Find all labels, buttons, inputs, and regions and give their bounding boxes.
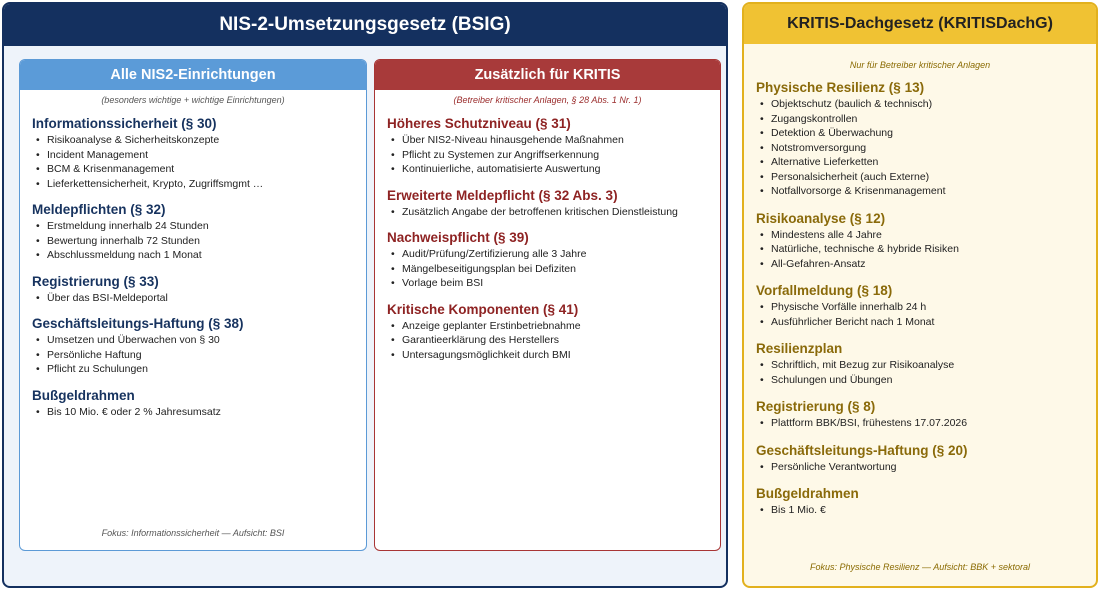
list-item: • Ausführlicher Bericht nach 1 Monat xyxy=(760,315,1096,330)
requirement-section xyxy=(32,388,366,420)
kritis-dachgesetz-title: KRITIS-Dachgesetz (KRITISDachG) xyxy=(744,4,1096,44)
requirement-section xyxy=(32,202,366,263)
nis2-panel-title: NIS-2-Umsetzungsgesetz (BSIG) xyxy=(4,4,726,46)
list-item: • Mängelbeseitigungsplan bei Defiziten xyxy=(391,262,720,277)
list-item: • Abschlussmeldung nach 1 Monat xyxy=(36,248,366,263)
section-title: Risikoanalyse (§ 12) xyxy=(756,210,886,226)
kritis-dachgesetz-subnote: Nur für Betreiber kritischer Anlagen xyxy=(849,60,991,70)
list-item: • Umsetzen und Überwachen von § 30 xyxy=(36,333,366,348)
list-item: • Pflicht zu Schulungen xyxy=(36,362,366,377)
section-title: Erweiterte Meldepflicht (§ 32 Abs. 3) xyxy=(387,187,618,203)
list-item: • Garantieerklärung des Herstellers xyxy=(391,333,720,348)
requirement-section xyxy=(32,274,366,306)
section-item-list xyxy=(387,133,720,177)
requirement-section xyxy=(387,230,720,291)
section-title: Informationssicherheit (§ 30) xyxy=(32,116,217,131)
list-item: • Kontinuierliche, automatisierte Auswertung xyxy=(391,162,720,177)
section-title: Geschäftsleitungs-Haftung (§ 20) xyxy=(756,442,968,458)
section-title: Physische Resilienz (§ 13) xyxy=(756,80,925,95)
kritis-dachgesetz-sections xyxy=(744,80,1096,518)
list-item: • Bewertung innerhalb 72 Stunden xyxy=(36,234,366,249)
list-item: • Bis 10 Mio. € oder 2 % Jahresumsatz xyxy=(36,405,366,420)
nis2-panel xyxy=(2,2,728,588)
list-item: • Persönliche Verantwortung xyxy=(760,460,1096,475)
list-item: • Natürliche, technische & hybride Risiken xyxy=(760,242,1096,257)
list-item: • Bis 1 Mio. € xyxy=(760,503,1096,518)
section-item-list xyxy=(32,133,366,191)
section-title: Bußgeldrahmen xyxy=(756,486,859,501)
requirement-section xyxy=(756,443,1096,475)
section-item-list xyxy=(756,503,1096,518)
section-item-list xyxy=(32,219,366,263)
list-item: • Erstmeldung innerhalb 24 Stunden xyxy=(36,219,366,234)
list-item: • Über das BSI-Meldeportal xyxy=(36,291,366,306)
list-item: • Pflicht zu Systemen zur Angriffserkennung xyxy=(391,148,720,163)
list-item: • Mindestens alle 4 Jahre xyxy=(760,228,1096,243)
list-item: • Audit/Prüfung/Zertifizierung alle 3 Jahre xyxy=(391,247,720,262)
section-item-list xyxy=(756,97,1096,199)
requirement-section xyxy=(756,211,1096,272)
all-nis2-sections xyxy=(20,116,366,419)
list-item: • Persönliche Haftung xyxy=(36,348,366,363)
section-title: Resilienzplan xyxy=(756,341,843,356)
list-item: • Lieferkettensicherheit, Krypto, Zugriffsmgmt … xyxy=(36,177,366,192)
list-item: • Über NIS2-Niveau hinausgehende Maßnahmen xyxy=(391,133,720,148)
list-item: • Zusätzlich Angabe der betroffenen kritischen Dienstleistung xyxy=(391,205,720,220)
requirement-section xyxy=(756,80,1096,199)
section-title: Meldepflichten (§ 32) xyxy=(32,202,166,217)
section-item-list xyxy=(756,300,1096,329)
all-nis2-column xyxy=(19,59,367,551)
list-item: • Anzeige geplanter Erstinbetriebnahme xyxy=(391,319,720,334)
kritis-dachgesetz-footer: Fokus: Physische Resilienz — Aufsicht: BBK + sektoral xyxy=(809,562,1030,572)
section-item-list xyxy=(387,319,720,363)
list-item: • Risikoanalyse & Sicherheitskonzepte xyxy=(36,133,366,148)
section-item-list xyxy=(756,358,1096,387)
list-item: • All-Gefahren-Ansatz xyxy=(760,257,1096,272)
section-title: Höheres Schutzniveau (§ 31) xyxy=(387,116,571,131)
all-nis2-subnote: (besonders wichtige + wichtige Einrichtungen) xyxy=(101,95,285,105)
list-item: • BCM & Krisenmanagement xyxy=(36,162,366,177)
requirement-section xyxy=(387,302,720,363)
section-item-list xyxy=(32,405,366,420)
kritis-addon-header: Zusätzlich für KRITIS xyxy=(375,60,720,90)
kritis-dachgesetz-panel xyxy=(742,2,1098,588)
requirement-section xyxy=(756,283,1096,329)
list-item: • Vorlage beim BSI xyxy=(391,276,720,291)
requirement-section xyxy=(756,399,1096,431)
section-title: Bußgeldrahmen xyxy=(32,387,135,403)
list-item: • Plattform BBK/BSI, frühestens 17.07.2026 xyxy=(760,416,1096,431)
section-title: Registrierung (§ 8) xyxy=(756,399,876,414)
all-nis2-footer: Fokus: Informationssicherheit — Aufsicht: BSI xyxy=(101,528,285,538)
list-item: • Personalsicherheit (auch Externe) xyxy=(760,170,1096,185)
section-item-list xyxy=(32,291,366,306)
section-item-list xyxy=(756,228,1096,272)
list-item: • Untersagungsmöglichkeit durch BMI xyxy=(391,348,720,363)
list-item: • Schulungen und Übungen xyxy=(760,373,1096,388)
requirement-section xyxy=(756,341,1096,387)
kritis-addon-column xyxy=(374,59,721,551)
section-title: Vorfallmeldung (§ 18) xyxy=(756,283,893,298)
section-title: Registrierung (§ 33) xyxy=(32,273,159,289)
list-item: • Zugangskontrollen xyxy=(760,112,1096,127)
list-item: • Objektschutz (baulich & technisch) xyxy=(760,97,1096,112)
section-title: Kritische Komponenten (§ 41) xyxy=(387,301,579,317)
list-item: • Detektion & Überwachung xyxy=(760,126,1096,141)
section-title: Geschäftsleitungs-Haftung (§ 38) xyxy=(32,316,244,331)
list-item: • Incident Management xyxy=(36,148,366,163)
kritis-addon-subnote: (Betreiber kritischer Anlagen, § 28 Abs. 1 Nr. 1) xyxy=(453,95,642,105)
list-item: • Alternative Lieferketten xyxy=(760,155,1096,170)
section-item-list xyxy=(756,416,1096,431)
requirement-section xyxy=(756,486,1096,518)
all-nis2-header: Alle NIS2-Einrichtungen xyxy=(20,60,366,90)
section-title: Nachweispflicht (§ 39) xyxy=(387,230,529,245)
kritis-addon-sections xyxy=(375,116,720,362)
list-item: • Notfallvorsorge & Krisenmanagement xyxy=(760,184,1096,199)
requirement-section xyxy=(32,116,366,191)
list-item: • Schriftlich, mit Bezug zur Risikoanalyse xyxy=(760,358,1096,373)
section-item-list xyxy=(756,460,1096,475)
section-item-list xyxy=(387,247,720,291)
list-item: • Notstromversorgung xyxy=(760,141,1096,156)
list-item: • Physische Vorfälle innerhalb 24 h xyxy=(760,300,1096,315)
requirement-section xyxy=(387,188,720,220)
requirement-section xyxy=(32,316,366,377)
requirement-section xyxy=(387,116,720,177)
section-item-list xyxy=(387,205,720,220)
section-item-list xyxy=(32,333,366,377)
